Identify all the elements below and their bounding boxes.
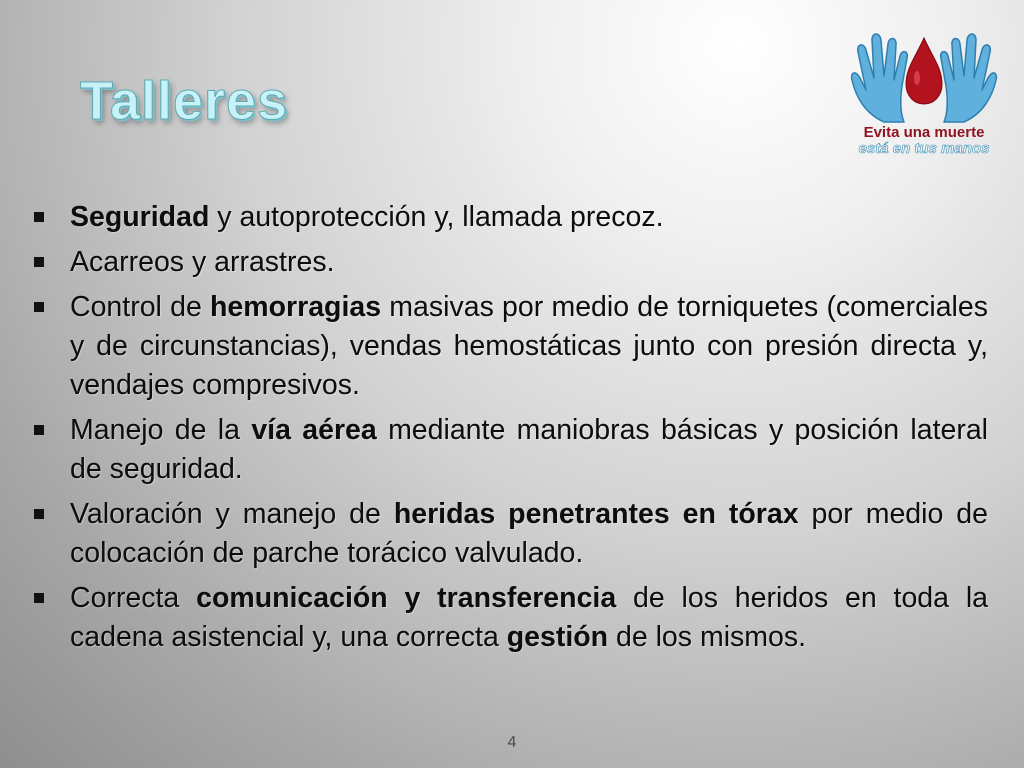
bullet-text: mediante maniobras básicas y posición lateral de seguridad. [70, 414, 989, 485]
bullet-text: por medio de colocación de parche torácico valvulado. [70, 498, 988, 569]
square-bullet-icon [34, 593, 44, 603]
bullet-text: Correcta [70, 582, 197, 614]
blood-drop-hands-icon [844, 26, 1004, 126]
bullet-item-heridas-torax [34, 495, 988, 573]
square-bullet-icon [34, 212, 44, 222]
bullet-text: Acarreos y arrastres. [70, 246, 335, 278]
bullet-item-acarreos [34, 243, 988, 282]
bullet-text: de los mismos. [608, 621, 807, 653]
square-bullet-icon [34, 302, 44, 312]
bullet-item-via-aerea [34, 411, 988, 489]
bullet-keyword: comunicación y transferencia [196, 582, 617, 614]
bullet-item-hemorragias [34, 288, 988, 405]
bullet-text: masivas por medio de torniquetes (comerciales y de circunstancias), vendas hemostáticas junto con presión directa y, vendajes compresivos. [70, 291, 988, 401]
bullet-keyword: gestión [506, 621, 609, 653]
bullet-keyword: hemorragias [210, 291, 382, 323]
bullet-item-comunicacion [34, 579, 988, 657]
bullet-keyword: heridas penetrantes en tórax [393, 498, 799, 530]
square-bullet-icon [34, 425, 44, 435]
slide-title: Talleres [80, 71, 289, 131]
bullet-item-seguridad [34, 198, 988, 237]
bullet-list [34, 198, 988, 663]
logo-slogan-line2: está en tus manos [858, 140, 990, 157]
bullet-text: de los heridos en toda la cadena asistencial y, una correcta [70, 582, 988, 653]
page-number: 4 [507, 734, 517, 751]
bullet-text: Control de [70, 291, 211, 323]
bullet-keyword: Seguridad [70, 201, 210, 233]
bullet-text: y autoprotección y, llamada precoz. [209, 201, 664, 233]
square-bullet-icon [34, 509, 44, 519]
square-bullet-icon [34, 257, 44, 267]
campaign-logo [844, 26, 1004, 166]
bullet-keyword: vía aérea [251, 414, 377, 446]
bullet-text: Manejo de la [70, 414, 252, 446]
logo-slogan-line1: Evita una muerte [863, 124, 985, 141]
bullet-text: Valoración y manejo de [70, 498, 394, 530]
